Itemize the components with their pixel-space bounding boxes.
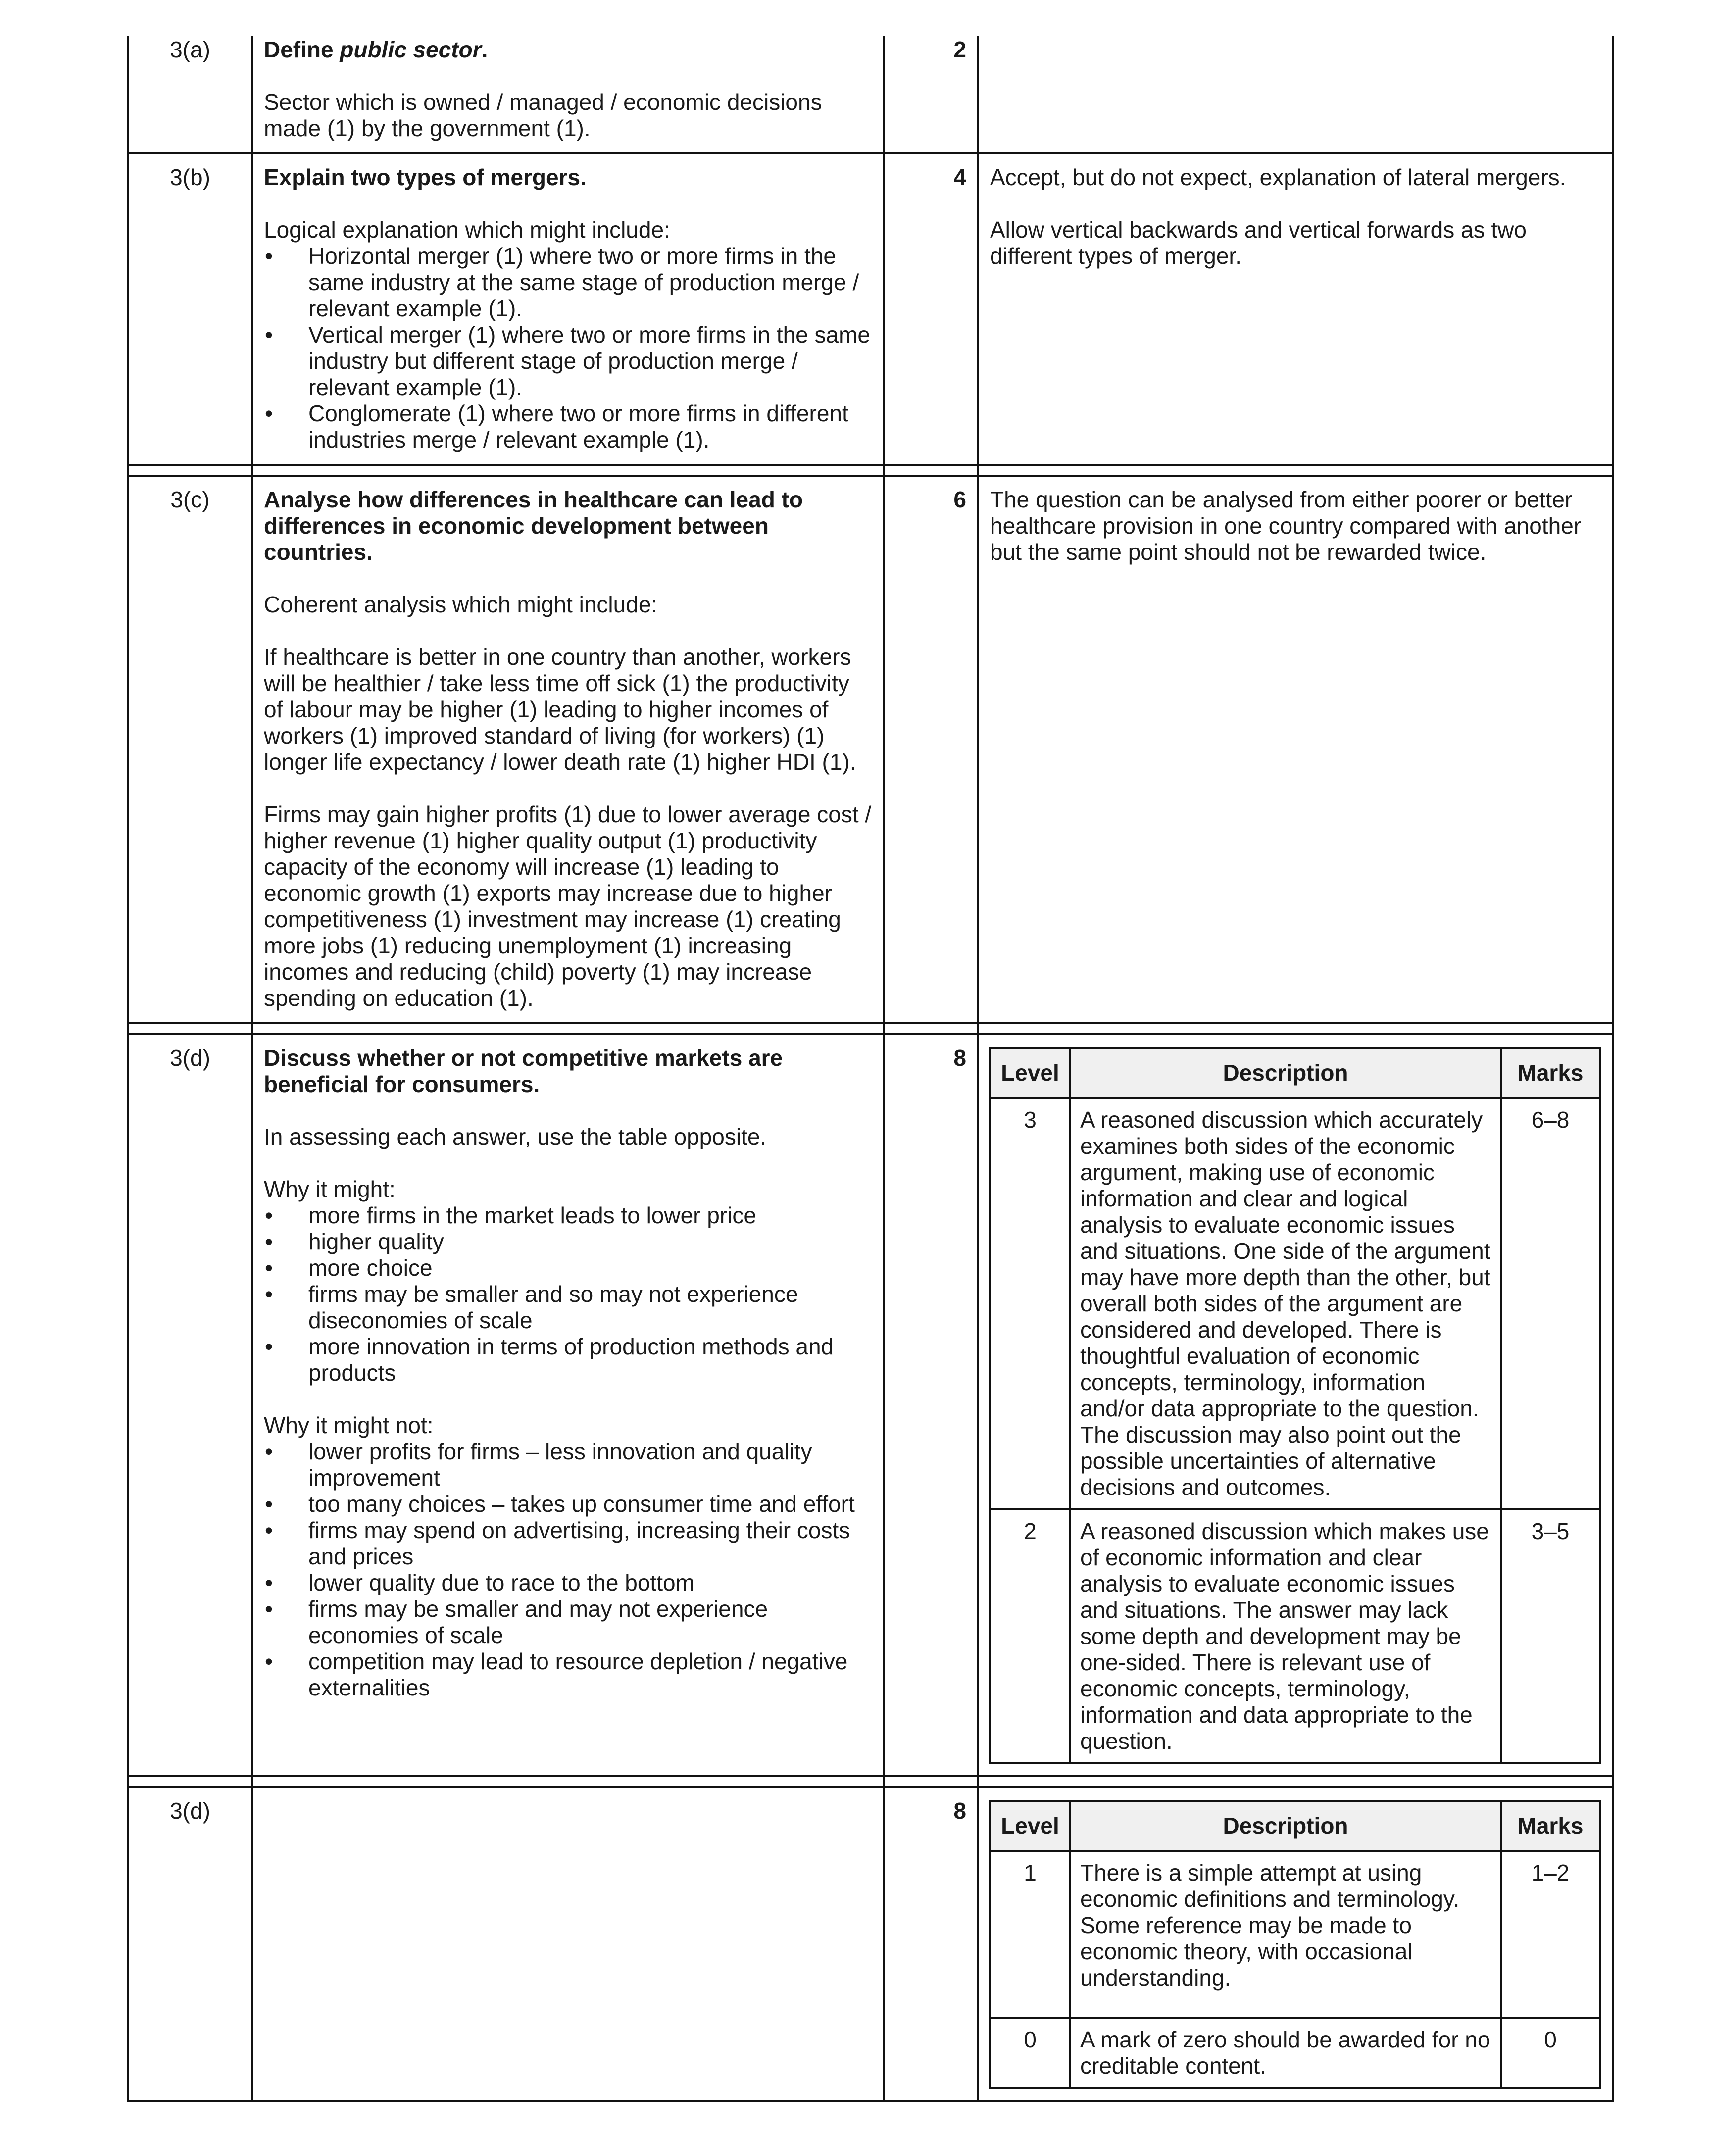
mark-scheme-table [127, 36, 1614, 2102]
levels-table-header [990, 1801, 1600, 1851]
list-item: • more innovation in terms of production methods and products [264, 1334, 872, 1386]
level-header: Level [990, 1801, 1070, 1851]
list-item: • firms may spend on advertising, increasing their costs and prices [264, 1517, 872, 1570]
guidance-cell [978, 1034, 1613, 1776]
list-item: • too many choices – takes up consumer time and effort [264, 1491, 872, 1517]
question-number: 3(c) [128, 476, 252, 1023]
list-item: • firms may be smaller and may not experience economies of scale [264, 1596, 872, 1648]
question-title: Define public sector. [264, 37, 488, 62]
question-title: Explain two types of mergers. [264, 164, 587, 190]
against-bullet-list [264, 1439, 872, 1701]
description-header: Description [1070, 1048, 1501, 1098]
list-item: • more firms in the market leads to lower price [264, 1202, 872, 1229]
marks-cell: 8 [884, 1787, 978, 2101]
answer-cell [252, 1034, 884, 1776]
table-row [990, 2018, 1600, 2088]
description-header: Description [1070, 1801, 1501, 1851]
level-marks: 1–2 [1501, 1851, 1600, 2018]
levels-table [989, 1800, 1601, 2089]
question-number: 3(a) [128, 36, 252, 153]
table-row [990, 1509, 1600, 1763]
row-separator [128, 465, 1613, 476]
list-item: • firms may be smaller and so may not experience diseconomies of scale [264, 1281, 872, 1334]
guidance-text: The question can be analysed from either poorer or better healthcare provision in one country compared with another but the same point should not be rewarded twice. [990, 487, 1582, 565]
answer-intro: Logical explanation which might include: [264, 217, 670, 243]
list-item: • Conglomerate (1) where two or more firms in different industries merge / relevant example (1). [264, 400, 872, 453]
answer-bullet-list [264, 243, 872, 453]
marks-header: Marks [1501, 1048, 1600, 1098]
level-number: 2 [990, 1509, 1070, 1763]
answer-paragraph: If healthcare is better in one country than another, workers will be healthier / take less time off sick (1) the productivity of labour may be higher (1) leading to higher incomes of workers (1) improved standard of living (for workers) (1) longer life expectancy / lower death rate (1) higher HDI (1). [264, 644, 856, 775]
level-description: A reasoned discussion which makes use of economic information and clear analysis to evaluate economic issues and situations. The answer may lack some depth and development may be one-sided. There is relevant use of economic concepts, terminology, information and data appropriate to the question. [1070, 1509, 1501, 1763]
question-number: 3(d) [128, 1787, 252, 2101]
marks-header: Marks [1501, 1801, 1600, 1851]
list-item: • more choice [264, 1255, 872, 1281]
level-marks: 6–8 [1501, 1098, 1600, 1509]
answer-text: Sector which is owned / managed / economic decisions made (1) by the government (1). [264, 89, 822, 141]
guidance-cell [978, 36, 1613, 153]
answer-cell [252, 476, 884, 1023]
list-heading: Why it might: [264, 1176, 396, 1202]
guidance-cell [978, 1787, 1613, 2101]
list-item: • Horizontal merger (1) where two or more firms in the same industry at the same stage of production merge / relevant example (1). [264, 243, 872, 322]
list-heading: Why it might not: [264, 1412, 434, 1438]
question-row-3a [128, 36, 1613, 153]
levels-table-header [990, 1048, 1600, 1098]
list-item: • higher quality [264, 1229, 872, 1255]
question-row-3d-continued [128, 1787, 1613, 2101]
list-item: • lower quality due to race to the bottom [264, 1570, 872, 1596]
marks-cell: 2 [884, 36, 978, 153]
answer-paragraph: Firms may gain higher profits (1) due to lower average cost / higher revenue (1) higher quality output (1) productivity capacity of the economy will increase (1) leading to economic growth (1) exports may increase due to higher competitiveness (1) investment may increase (1) creating more jobs (1) reducing unemployment (1) increasing incomes and reducing (child) poverty (1) may increase spending on education (1). [264, 801, 872, 1011]
level-marks: 0 [1501, 2018, 1600, 2088]
level-number: 1 [990, 1851, 1070, 2018]
question-row-3d [128, 1034, 1613, 1776]
row-separator [128, 1776, 1613, 1787]
question-title: Analyse how differences in healthcare can lead to differences in economic development between countries. [264, 487, 803, 565]
marks-cell: 8 [884, 1034, 978, 1776]
answer-intro: Coherent analysis which might include: [264, 592, 658, 617]
list-item: • lower profits for firms – less innovation and quality improvement [264, 1439, 872, 1491]
table-row [990, 1851, 1600, 2018]
list-item: • competition may lead to resource depletion / negative externalities [264, 1648, 872, 1701]
guidance-cell [978, 153, 1613, 465]
level-number: 0 [990, 2018, 1070, 2088]
answer-cell [252, 153, 884, 465]
marks-cell: 6 [884, 476, 978, 1023]
question-number: 3(b) [128, 153, 252, 465]
level-marks: 3–5 [1501, 1509, 1600, 1763]
level-number: 3 [990, 1098, 1070, 1509]
level-description: A reasoned discussion which accurately examines both sides of the economic argument, making use of economic information and clear and logical analysis to evaluate economic issues and situations. One side of the argument may have more depth than the other, but overall both sides of the argument are considered and developed. There is thoughtful evaluation of economic concepts, terminology, information and/or data appropriate to the question. The discussion may also point out the possible uncertainties of alternative decisions and outcomes. [1070, 1098, 1501, 1509]
guidance-text: Allow vertical backwards and vertical forwards as two different types of merger. [990, 217, 1527, 269]
level-header: Level [990, 1048, 1070, 1098]
question-row-3c [128, 476, 1613, 1023]
level-description: A mark of zero should be awarded for no creditable content. [1070, 2018, 1501, 2088]
question-number: 3(d) [128, 1034, 252, 1776]
table-row [990, 1098, 1600, 1509]
answer-instruction: In assessing each answer, use the table opposite. [264, 1124, 767, 1149]
guidance-text: Accept, but do not expect, explanation of lateral mergers. [990, 164, 1566, 190]
list-item: • Vertical merger (1) where two or more firms in the same industry but different stage of production merge / relevant example (1). [264, 322, 872, 400]
question-row-3b [128, 153, 1613, 465]
answer-cell [252, 1787, 884, 2101]
marks-cell: 4 [884, 153, 978, 465]
question-title: Discuss whether or not competitive markets are beneficial for consumers. [264, 1045, 783, 1097]
for-bullet-list [264, 1202, 872, 1386]
guidance-cell [978, 476, 1613, 1023]
answer-cell [252, 36, 884, 153]
row-separator [128, 1023, 1613, 1034]
levels-table [989, 1047, 1601, 1764]
level-description: There is a simple attempt at using economic definitions and terminology. Some reference may be made to economic theory, with occasional understanding. [1070, 1851, 1501, 2018]
